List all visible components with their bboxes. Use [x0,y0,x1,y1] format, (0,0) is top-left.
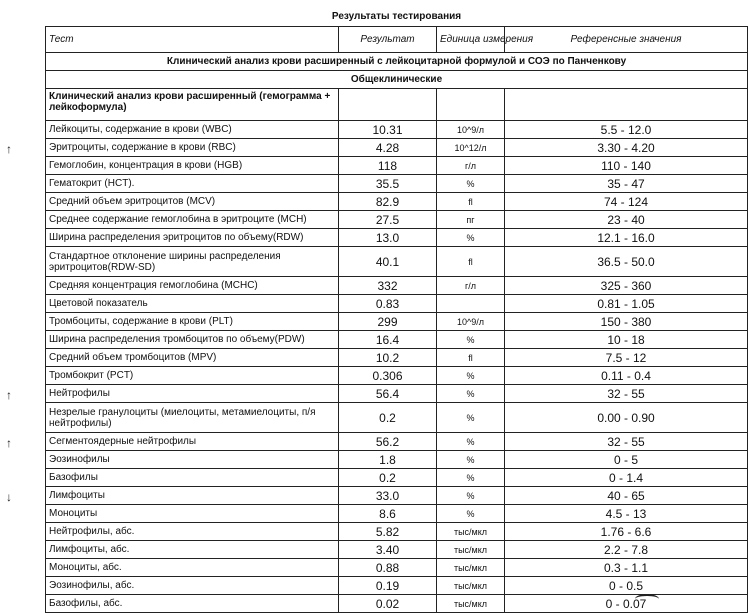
table-row [46,211,748,229]
test-name-cell [46,229,339,247]
reference-range: 10 - 18 [505,331,748,349]
section-title: Общеклинические [46,71,748,89]
test-name: Средний объем эритроцитов (MCV) [49,196,216,207]
test-name-cell [46,451,339,469]
test-name-cell [46,349,339,367]
result-value: 0.83 [339,295,437,313]
column-header-unit: Единица измерения [437,27,505,53]
table-row [46,295,748,313]
reference-range: 74 - 124 [505,193,748,211]
test-name-cell [46,193,339,211]
result-value: 0.2 [339,469,437,487]
result-value: 56.2 [339,433,437,451]
result-value: 5.82 [339,523,437,541]
reference-range: 110 - 140 [505,157,748,175]
test-name-cell [46,559,339,577]
test-name-cell [6,139,339,157]
unit-value: fl [437,193,505,211]
test-name-cell [46,121,339,139]
table-row [46,277,748,295]
reference-range: 1.76 - 6.6 [505,523,748,541]
reference-range: 0.81 - 1.05 [505,295,748,313]
test-name: Средняя концентрация гемоглобина (MCHC) [49,280,258,291]
test-name: Эозинофилы, абс. [49,580,135,591]
reference-range: 0.11 - 0.4 [505,367,748,385]
unit-value: % [437,367,505,385]
reference-range: 12.1 - 16.0 [505,229,748,247]
reference-range: 4.5 - 13 [505,505,748,523]
test-name-cell [46,403,339,433]
table-row [46,577,748,595]
reference-range: 3.30 - 4.20 [505,139,748,157]
test-name-cell [46,175,339,193]
test-name-cell [6,385,339,403]
table-row [46,433,748,451]
test-name: Базофилы [49,472,98,483]
unit-value: % [437,505,505,523]
test-name: Сегментоядерные нейтрофилы [49,436,197,447]
result-value: 8.6 [339,505,437,523]
test-name-cell [46,595,339,613]
panel-title: Клинический анализ крови расширенный с лейкоцитарной формулой и СОЭ по Панченкову [46,53,748,71]
table-row [46,349,748,367]
test-name: Лейкоциты, содержание в крови (WBC) [49,124,232,135]
test-name-cell [6,433,339,451]
unit-value: 10^9/л [437,121,505,139]
column-header-reference: Референсные значения [505,27,748,53]
table-row [46,313,748,331]
reference-range: 0 - 5 [505,451,748,469]
table-row [46,331,748,349]
reference-range: 0 - 1.4 [505,469,748,487]
test-name-cell [46,247,339,277]
test-name-cell [6,487,339,505]
test-name-cell [46,157,339,175]
reference-range: 36.5 - 50.0 [505,247,748,277]
table-row [46,451,748,469]
table-row [46,193,748,211]
reference-range: 0 - 0.5 [505,577,748,595]
unit-value: тыс/мкл [437,523,505,541]
unit-value: fl [437,349,505,367]
reference-range: 32 - 55 [505,385,748,403]
result-value: 56.4 [339,385,437,403]
table-row [46,523,748,541]
test-name-cell [46,523,339,541]
unit-value: тыс/мкл [437,595,505,613]
test-name-cell [46,295,339,313]
result-value: 1.8 [339,451,437,469]
table-row [46,505,748,523]
unit-value: 10^12/л [437,139,505,157]
table-row [46,367,748,385]
reference-range: 5.5 - 12.0 [505,121,748,139]
unit-value: % [437,331,505,349]
result-value: 0.88 [339,559,437,577]
result-value: 13.0 [339,229,437,247]
column-header-result: Результат [339,27,437,53]
test-name-cell [46,505,339,523]
unit-value: % [437,229,505,247]
table-row [46,247,748,277]
reference-range: 35 - 47 [505,175,748,193]
reference-range: 7.5 - 12 [505,349,748,367]
table-row [46,469,748,487]
unit-value: % [437,385,505,403]
unit-value: % [437,469,505,487]
result-value: 33.0 [339,487,437,505]
test-name: Тромбоциты, содержание в крови (PLT) [49,316,233,327]
reference-range: 2.2 - 7.8 [505,541,748,559]
result-value: 40.1 [339,247,437,277]
result-value: 3.40 [339,541,437,559]
results-title: Результаты тестирования [46,0,748,27]
unit-value: % [437,433,505,451]
test-name: Незрелые гранулоциты (миелоциты, метамиелоциты, п/я нейтрофилы) [49,406,316,429]
test-name-cell [46,577,339,595]
result-value: 0.02 [339,595,437,613]
reference-range: 23 - 40 [505,211,748,229]
test-name: Лимфоциты, абс. [49,544,130,555]
table-row [46,139,748,157]
test-name: Гематокрит (HCT). [49,178,135,189]
table-row [46,559,748,577]
test-name: Базофилы, абс. [49,598,123,609]
test-name: Ширина распределения тромбоцитов по объему(PDW) [49,334,305,345]
table-row [46,229,748,247]
table-row [46,121,748,139]
reference-range: 0 - 0.07 [505,595,748,613]
test-name: Тромбокрит (PCT) [49,370,134,381]
test-name: Моноциты [49,508,98,519]
arrow-up-icon: ↑ [6,388,12,402]
unit-value: г/л [437,277,505,295]
test-name: Эритроциты, содержание в крови (RBC) [49,142,236,153]
test-name: Цветовой показатель [49,298,148,309]
unit-value: 10^9/л [437,313,505,331]
test-name-cell [46,211,339,229]
unit-value [437,295,505,313]
unit-value: пг [437,211,505,229]
table-row [46,157,748,175]
result-value: 0.19 [339,577,437,595]
result-value: 4.28 [339,139,437,157]
test-name: Нейтрофилы, абс. [49,526,135,537]
arrow-up-icon: ↑ [6,142,12,156]
group-result-empty [339,89,437,121]
test-name: Стандартное отклонение ширины распределения эритроцитов(RDW-SD) [49,250,281,273]
table-row [46,403,748,433]
page-curl-mark [635,594,659,604]
result-value: 10.2 [339,349,437,367]
reference-range: 40 - 65 [505,487,748,505]
table-row [46,175,748,193]
test-name-cell [46,367,339,385]
test-name: Гемоглобин, концентрация в крови (HGB) [49,160,243,171]
result-value: 10.31 [339,121,437,139]
table-row [46,487,748,505]
test-name-cell [46,541,339,559]
results-sheet [6,0,747,611]
test-name: Лимфоциты [49,490,105,501]
table-row [46,385,748,403]
result-value: 16.4 [339,331,437,349]
result-value: 35.5 [339,175,437,193]
results-table [6,0,748,613]
test-name: Нейтрофилы [49,388,110,399]
reference-range: 325 - 360 [505,277,748,295]
test-name-cell [46,277,339,295]
group-title: Клинический анализ крови расширенный (гемограмма + лейкоформула) [46,89,339,121]
unit-value: % [437,487,505,505]
result-value: 0.306 [339,367,437,385]
reference-range: 32 - 55 [505,433,748,451]
test-name-cell [46,469,339,487]
test-name: Моноциты, абс. [49,562,122,573]
test-name-cell [46,331,339,349]
unit-value: % [437,403,505,433]
result-value: 299 [339,313,437,331]
unit-value: тыс/мкл [437,559,505,577]
result-value: 332 [339,277,437,295]
group-ref-empty [505,89,748,121]
test-name-cell [46,313,339,331]
result-value: 0.2 [339,403,437,433]
test-name: Ширина распределения эритроцитов по объему(RDW) [49,232,304,243]
group-unit-empty [437,89,505,121]
result-value: 82.9 [339,193,437,211]
test-name: Среднее содержание гемоглобина в эритроците (MCH) [49,214,307,225]
unit-value: % [437,451,505,469]
reference-range: 0.3 - 1.1 [505,559,748,577]
table-row [46,541,748,559]
result-value: 118 [339,157,437,175]
test-name: Средний объем тромбоцитов (MPV) [49,352,217,363]
arrow-down-icon: ↓ [6,490,12,504]
column-header-test: Тест [46,27,339,53]
reference-range: 150 - 380 [505,313,748,331]
reference-range: 0.00 - 0.90 [505,403,748,433]
test-name: Эозинофилы [49,454,110,465]
unit-value: % [437,175,505,193]
arrow-up-icon: ↑ [6,436,12,450]
unit-value: г/л [437,157,505,175]
unit-value: тыс/мкл [437,541,505,559]
result-value: 27.5 [339,211,437,229]
unit-value: тыс/мкл [437,577,505,595]
unit-value: fl [437,247,505,277]
